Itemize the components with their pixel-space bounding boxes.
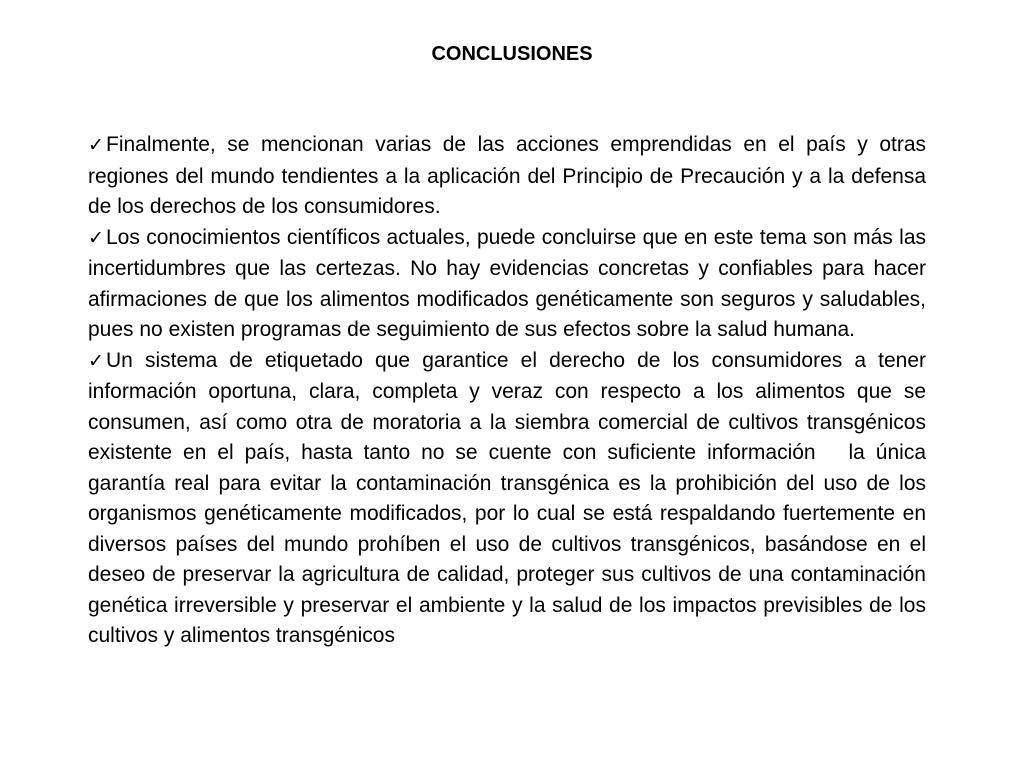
list-item [88, 223, 926, 346]
slide-title: CONCLUSIONES [431, 43, 593, 65]
conclusions-list [88, 130, 932, 652]
check-mark-icon: ✓ [88, 135, 104, 156]
list-item [88, 346, 932, 652]
list-item [88, 130, 926, 223]
check-mark-icon: ✓ [88, 227, 104, 249]
check-mark-icon: ✓ [88, 350, 104, 372]
paragraph-text: Los conocimientos científicos actuales, puede concluirse que en este tema son más las incertidumbres que las certezas. No hay evidencias concretas y confiables para hacer afirmaciones de que los alimentos modificados genéticamente son seguros y saludables, pues no existen programas de seguimiento de sus efectos sobre la salud humana. [88, 225, 926, 341]
paragraph-text: Un sistema de etiquetado que garantice el derecho de los consumidores a tener información oportuna, clara, completa y veraz con respecto a los alimentos que se consumen, así como otra de moratoria a la siembra comercial de cultivos transgénicos existente en el país, hasta tanto no se cuente con suficiente información la única garantía real para evitar la contaminación transgénica es la prohibición del uso de los organismos genéticamente modificados, por lo cual se está respaldando fuertemente en diversos países del mundo prohíben el uso de cultivos transgénicos, basándose en el deseo de preservar la agricultura de calidad, proteger sus cultivos de una contaminación genética irreversible y preservar el ambiente y la salud de los impactos previsibles de los cultivos y alimentos transgénicos [88, 348, 932, 647]
paragraph-text: Finalmente, se mencionan varias de las acciones emprendidas en el país y otras regiones del mundo tendientes a la aplicación del Principio de Precaución y a la defensa de los derechos de los consumidores. [88, 133, 926, 218]
